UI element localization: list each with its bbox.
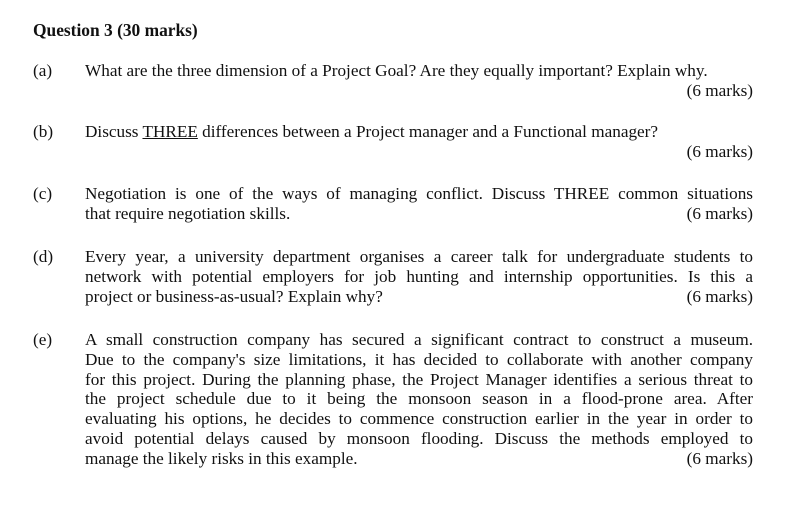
question-e-text (85, 330, 753, 469)
question-b-line (85, 122, 753, 142)
question-e-line: for this project. During the planning phase, the Project Manager identifies a serious threat to (85, 369, 753, 389)
question-d-last-line (85, 287, 753, 307)
question-a-marks: (6 marks) (686, 80, 753, 100)
question-d-marks: (6 marks) (686, 286, 753, 306)
question-e-line: the project schedule due to it being the monsoon season in a flood-prone area. After (85, 389, 753, 409)
question-e-line: A small construction company has secured a significant contract to construct a museum. (85, 330, 753, 349)
question-e-line: Due to the company's size limitations, it has decided to collaborate with another company (85, 349, 753, 369)
question-a-text (85, 61, 753, 101)
question-c-label: (c) (33, 184, 53, 203)
question-e-last-line (85, 449, 753, 469)
question-d-line: network with potential employers for job hunting and internship opportunities. Is this a (85, 266, 753, 286)
question-e-line: avoid potential delays caused by monsoon flooding. Discuss the methods employed to (85, 428, 753, 448)
question-d-label: (d) (33, 247, 54, 266)
question-b-text-start: Discuss (85, 122, 143, 141)
question-e-marks: (6 marks) (686, 448, 753, 468)
question-c-last-line (85, 204, 753, 224)
question-a-line: What are the three dimension of a Project Goal? Are they equally important? Explain why. (85, 61, 708, 80)
question-e-line: manage the likely risks in this example. (85, 448, 358, 468)
question-b-marks: (6 marks) (686, 141, 753, 161)
question-a-label: (a) (33, 61, 53, 80)
question-c-line: that require negotiation skills. (85, 203, 291, 223)
question-c-line: Negotiation is one of the ways of managing conflict. Discuss THREE common situations (85, 184, 753, 203)
question-b-text-end: differences between a Project manager and a Functional manager? (197, 122, 659, 141)
question-d-text (85, 247, 753, 306)
question-c-marks: (6 marks) (686, 203, 753, 223)
question-e-line: evaluating his options, he decides to commence construction earlier in the year in order to (85, 409, 753, 429)
question-b-label: (b) (33, 122, 54, 141)
question-c-text (85, 184, 753, 224)
question-d-line: Every year, a university department organises a career talk for undergraduate students to (85, 247, 753, 266)
question-d-line: project or business-as-usual? Explain why? (85, 286, 383, 306)
question-b-text (85, 122, 753, 162)
question-e-label: (e) (33, 330, 53, 349)
question-b-underlined-word: THREE (142, 122, 198, 141)
question-heading: Question 3 (30 marks) (33, 20, 198, 40)
